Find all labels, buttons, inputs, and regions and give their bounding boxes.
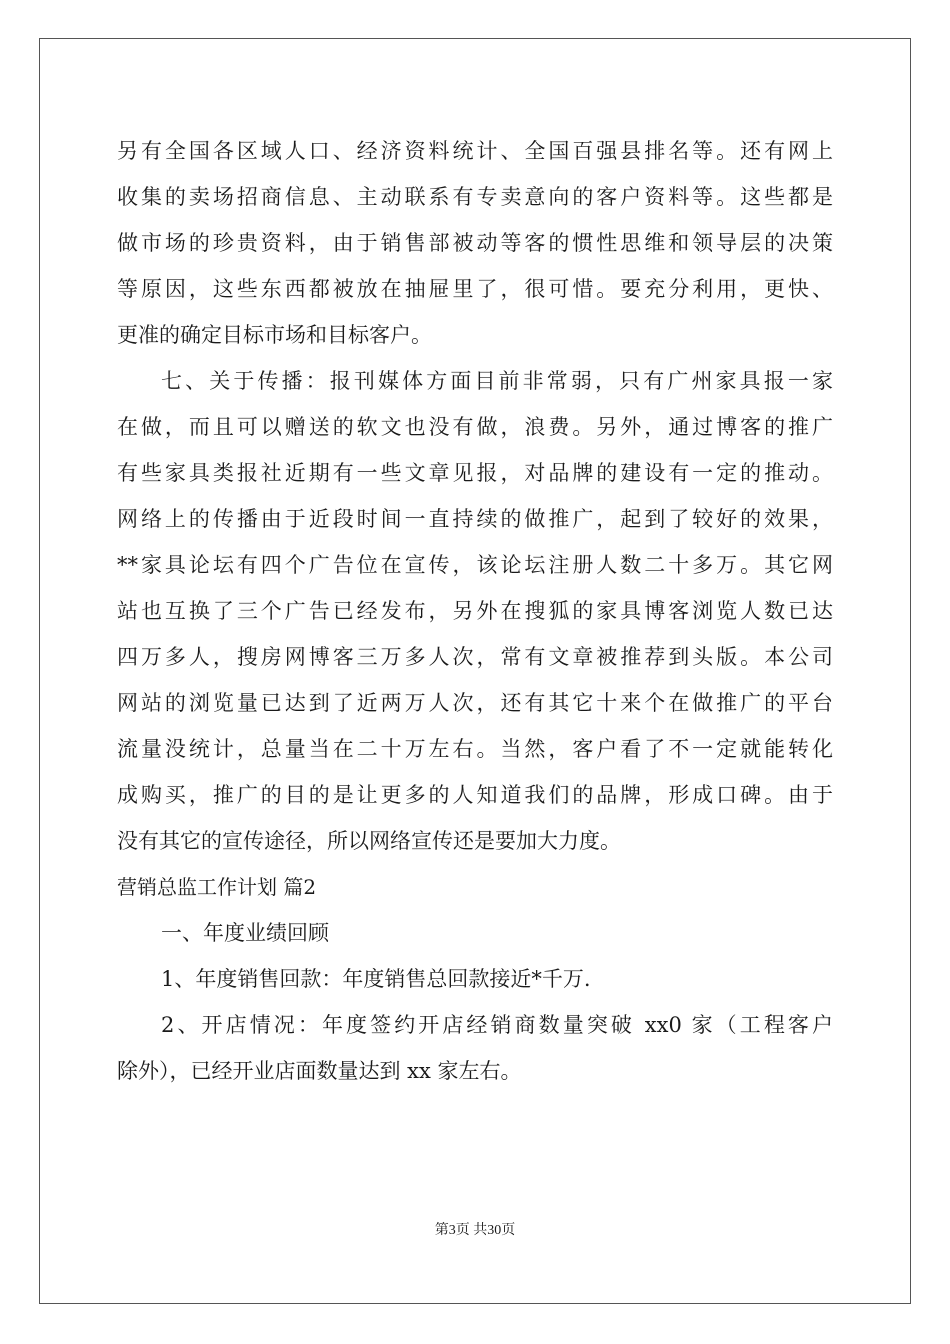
text-line: 另有全国各区域人口、经济资料统计、全国百强县排名等。还有网上 <box>117 139 833 163</box>
document-body <box>117 128 833 1094</box>
list-item-sales: 1、年度销售回款：年度销售总回款接近*千万. <box>161 967 591 991</box>
text-line: **家具论坛有四个广告位在宣传，该论坛注册人数二十多万。其它网 <box>117 553 833 577</box>
text-line: 网络上的传播由于近段时间一直持续的做推广，起到了较好的效果， <box>117 507 833 531</box>
text-line: 在做，而且可以赠送的软文也没有做，浪费。另外，通过博客的推广 <box>117 415 833 439</box>
list-item-stores <box>117 1002 833 1094</box>
text-line: 更准的确定目标市场和目标客户。 <box>117 323 432 347</box>
text-line: 收集的卖场招商信息、主动联系有专卖意向的客户资料等。这些都是 <box>117 185 833 209</box>
text-line: 等原因，这些东西都被放在抽屉里了，很可惜。要充分利用，更快、 <box>117 277 833 301</box>
text-line: 四万多人，搜房网博客三万多人次，常有文章被推荐到头版。本公司 <box>117 645 833 669</box>
section-title: 营销总监工作计划 篇2 <box>117 875 317 899</box>
paragraph-regional-data <box>117 128 833 358</box>
text-line: 2、开店情况：年度签约开店经销商数量突破 xx0 家（工程客户 <box>161 1013 833 1037</box>
text-line: 成购买，推广的目的是让更多的人知道我们的品牌，形成口碑。由于 <box>117 783 833 807</box>
text-line: 除外），已经开业店面数量达到 xx 家左右。 <box>117 1059 522 1083</box>
page-number: 第3页 共30页 <box>434 1223 516 1238</box>
text-line: 流量没统计，总量当在二十万左右。当然，客户看了不一定就能转化 <box>117 737 833 761</box>
paragraph-communication <box>117 358 833 864</box>
text-line: 站也互换了三个广告已经发布，另外在搜狐的家具博客浏览人数已达 <box>117 599 833 623</box>
item-heading: 一、年度业绩回顾 <box>161 921 329 945</box>
text-line: 网站的浏览量已达到了近两万人次，还有其它十来个在做推广的平台 <box>117 691 833 715</box>
text-line: 有些家具类报社近期有一些文章见报，对品牌的建设有一定的推动。 <box>117 461 833 485</box>
text-line: 七、关于传播：报刊媒体方面目前非常弱，只有广州家具报一家 <box>161 369 833 393</box>
text-line: 没有其它的宣传途径，所以网络宣传还是要加大力度。 <box>117 829 621 853</box>
text-line: 做市场的珍贵资料，由于销售部被动等客的惯性思维和领导层的决策 <box>117 231 833 255</box>
